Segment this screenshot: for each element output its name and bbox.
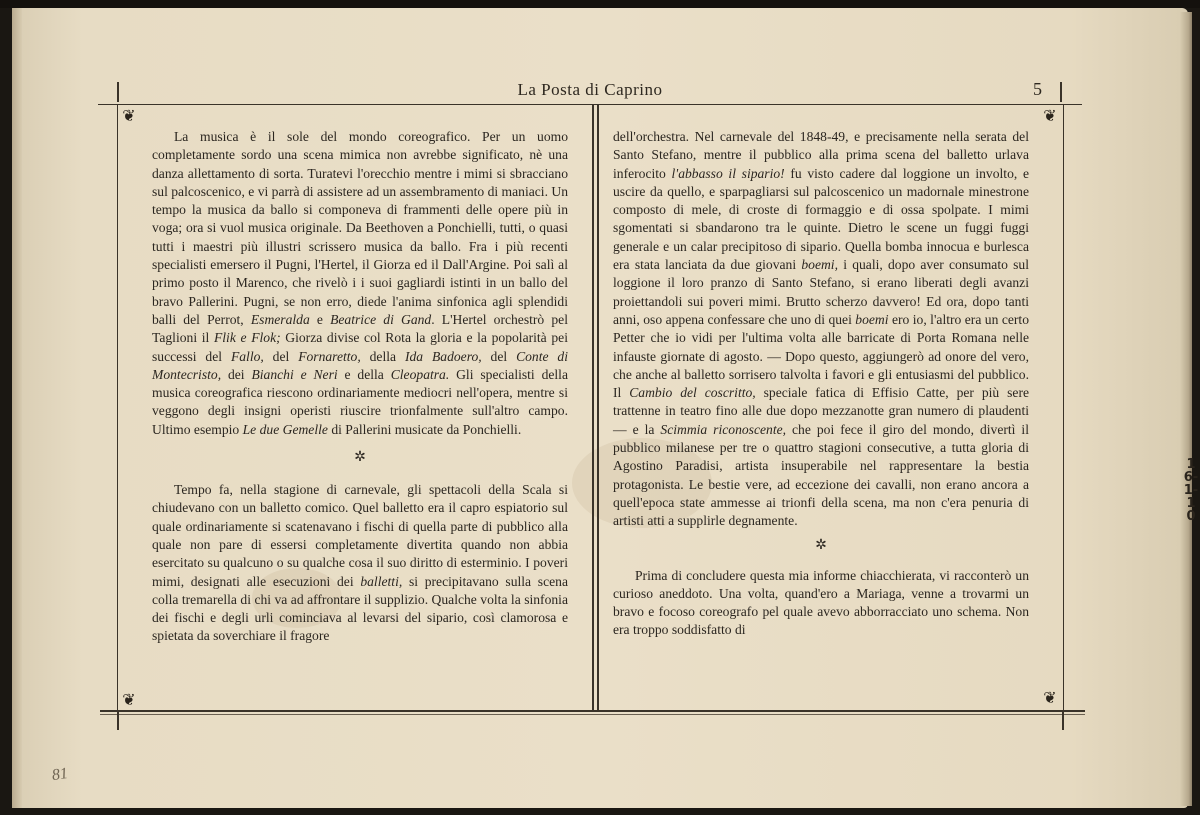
- running-title: La Posta di Caprino: [517, 80, 663, 99]
- corner-ornament-icon: ❦: [122, 690, 136, 709]
- corner-ornament-icon: ❦: [122, 106, 136, 125]
- corner-ornament-icon: ❦: [1043, 106, 1057, 125]
- footer-tick-right: [1062, 712, 1064, 730]
- footer-tick-left: [117, 712, 119, 730]
- page-header: [98, 78, 1082, 105]
- column-rule-left: [592, 104, 594, 710]
- section-break-star-icon: ✲: [815, 537, 827, 553]
- left-column: [152, 128, 568, 646]
- paragraph: Tempo fa, nella stagione di carnevale, gli spettacoli della Scala si chiudevano con un balletto comico. Quel balletto era il capro espiatorio sul quale ordinariamente si scatenavano i fischi di quella parte di pubblico alla quale non pare di essersi completamente divertita quando non abbia esercitato su qualcuno o su qualche cosa il suo diritto di esterminio. I poveri mimi, designati alle esecuzioni dei balletti, si precipitavano sulla scena colla tremarella di chi va ad affrontare il supplizio. Qualche volta la sinfonia dei fischi e degli urli cominciava al levarsi del sipario, così clamorosa e spietata da soverchiare il fragore: [152, 482, 568, 644]
- paragraph: Prima di concludere questa mia informe chiacchierata, vi racconterò un curioso aneddoto. Una volta, quand'ero a Mariaga, venne a trovarmi un bravo e focoso coreografo pel quale avevo abborracciato uno schema. Non era troppo soddisfatto di: [613, 567, 1029, 638]
- right-column: [613, 128, 1029, 640]
- paragraph: dell'orchestra. Nel carnevale del 1848-49, e precisamente nella serata del Santo Stefano, mentre il pubblico alla prima scena del balletto urlava inferocito l'abbasso il sipario! fu visto cadere dal loggione un involto, e uscire da quello, e sparpagliarsi sul palcoscenico un madornale minestrone composto di mele, di croste di formaggio e di ossa spolpate. I mimi sgomentati si sbandarono tra le quinte. Dietro le scene un fuggi fuggi generale e un calar precipitoso di sipario. Quella bomba innocua e burlesca era stata lanciata da due giovani boemi, i quali, dopo aver consumato sul loggione il loro pranzo di Santo Stefano, si erano liberati degli avanzi proiettandoli sui poveri mimi. Brutto scherzo davvero! Ed ora, dopo tanti anni, oso appena confessare che uno di quei boemi ero io, l'altro era un certo Petter che io vidi per l'ultima volta alle barricate di Porta Romana nelle infauste giornate di agosto. — Dopo questo, aggiungerò ad onore del vero, che anche al balletto sorrisero talvolta i favori e gli entusiasmi del pubblico. Il Cambio del coscritto, speciale fatica di Effisio Catte, per più sere trattenne in teatro fino alle due dopo mezzanotte gran numero di plaudenti — e la Scimmia riconoscente, che poi fece il giro del mondo, divertì il pubblico milanese per tre o quattro stagioni consecutive, a tutta gloria di Agostino Paradisi, artista insuperabile nel rappresentare la bestia protagonista. Le bestie vere, ad eccezione dei cavalli, non erano ancora a quell'epoca state ammesse ai trionfi della scena, ma non c'era penuria di artisti atti a supplirle degnamente.: [613, 129, 1030, 529]
- frame-bottom-rule: [100, 710, 1085, 712]
- header-tick-right: [1060, 82, 1062, 102]
- handwritten-folio-note: 81: [50, 764, 70, 785]
- paragraph: La musica è il sole del mondo coreografico. Per un uomo completamente sordo una scena mimica non avrebbe significato, nè una danza allettamento di sorta. Turatevi l'orecchio mentre i mimi si sbracciano sul palcoscenico, e vi parrà di assistere ad un assembramento di maniaci. Un tempo la musica da ballo si componeva di frammenti delle opere più in voga; ora si vuol musica originale. Da Beethoven a Ponchielli, tutti, o quasi tutti i maestri più illustri scrissero musica da ballo. Fra i più recenti specialisti emersero il Pugni, l'Hertel, il Giorza ed il Dall'Argine. Poi salì al primo posto il Marenco, che rivelò i i suoi gagliardi istinti in un ballo del bravo Pallerini. Pugni, se non erro, diede l'anima sinfonica agli splendidi balli del Perrot, Esmeralda e Beatrice di Gand. L'Hertel orchestrò pel Taglioni il Flik e Flok; Giorza divise col Rota la gloria e la popolarità pei successi del Fallo, del Fornaretto, della Ida Badoero, del Conte di Montecristo, dei Bianchi e Neri e della Cleopatra. Gli specialisti della musica coreografica riescono ordinariamente mediocri nell'opera, mentre si veggono degli insigni operisti riuscire trionfalmente sull'altro campo. Ultimo esempio Le due Gemelle di Pallerini musicate da Ponchielli.: [152, 129, 568, 437]
- header-tick-left: [117, 82, 119, 102]
- corner-ornament-icon: ❦: [1043, 688, 1057, 707]
- section-break-star-icon: ✲: [354, 450, 366, 466]
- page-edge-right: [1180, 12, 1192, 806]
- scan-background-top: [0, 0, 1200, 8]
- column-rule-right: [597, 104, 599, 710]
- page-edge-left: [12, 8, 22, 808]
- edge-stamp: 16-1-10: [1183, 457, 1199, 524]
- page-number: 5: [1033, 79, 1042, 99]
- frame-bottom-rule-thin: [100, 714, 1085, 715]
